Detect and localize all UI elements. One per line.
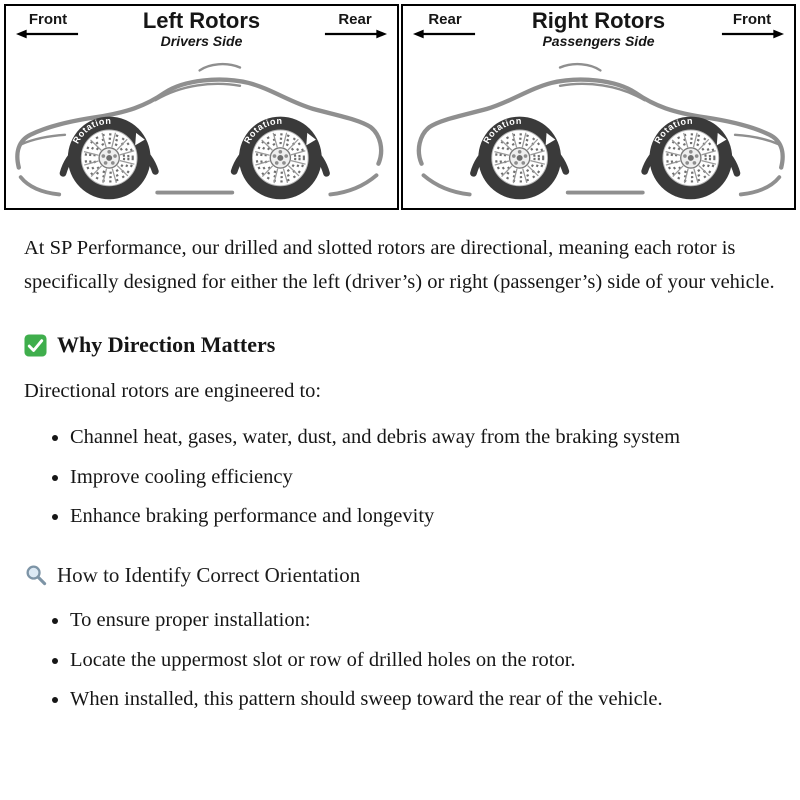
list-item: • Improve cooling efficiency: [70, 461, 776, 495]
section-lead: Directional rotors are engineered to:: [24, 380, 322, 403]
intro-paragraph: At SP Performance, our drilled and slotted rotors are directional, meaning each rotor is specifically designed for either the left (driver’s) or right (passenger’s) side of your vehicle.: [24, 237, 775, 293]
section-heading-identify-orientation: [24, 558, 776, 592]
left-car-illustration: [6, 56, 397, 206]
front-direction-label: [720, 12, 784, 39]
panel-title: Right Rotors: [531, 8, 666, 33]
svg-text:Rotation: Rotation: [242, 115, 283, 146]
rotor-direction-diagram: [0, 0, 800, 210]
right-arrow-icon: [323, 29, 387, 39]
magnifier-icon: [24, 563, 47, 586]
rear-direction-label: [323, 12, 387, 39]
svg-text:Rotation: Rotation: [70, 115, 112, 146]
svg-text:Rotation: Rotation: [481, 115, 523, 146]
list-item: • Enhance braking performance and longevity: [70, 500, 776, 534]
section-heading-text: How to Identify Correct Orientation: [57, 562, 361, 587]
orientation-steps-list: [24, 604, 776, 717]
direction-text: Front: [28, 11, 68, 28]
right-arrow-icon: [720, 29, 784, 39]
direction-text: Front: [732, 11, 772, 28]
panel-subtitle: Drivers Side: [160, 33, 243, 50]
svg-text:Rotation: Rotation: [652, 115, 694, 146]
list-item: • Channel heat, gases, water, dust, and debris away from the braking system: [70, 421, 776, 455]
front-rotor: [649, 116, 732, 199]
check-icon: [24, 334, 47, 357]
rear-rotor: [478, 116, 561, 199]
front-rotor: [68, 116, 151, 199]
section-heading-why-direction-matters: [24, 327, 776, 363]
list-item: • To ensure proper installation:: [70, 604, 776, 638]
right-rotors-panel: [401, 4, 796, 210]
panel-title: Left Rotors: [142, 8, 261, 33]
benefits-list: [24, 421, 776, 534]
direction-text: Rear: [338, 11, 372, 28]
left-panel-header: [6, 6, 397, 56]
left-rotors-panel: [4, 4, 399, 210]
right-panel-header: [403, 6, 794, 56]
list-item: • Locate the uppermost slot or row of drilled holes on the rotor.: [70, 644, 776, 678]
right-car-illustration: [403, 56, 794, 206]
direction-text: Rear: [428, 11, 462, 28]
list-item: • When installed, this pattern should sweep toward the rear of the vehicle.: [70, 683, 776, 717]
section-heading-text: Why Direction Matters: [57, 332, 276, 358]
article: [0, 210, 800, 717]
rear-rotor: [239, 116, 322, 199]
panel-subtitle: Passengers Side: [542, 33, 655, 50]
